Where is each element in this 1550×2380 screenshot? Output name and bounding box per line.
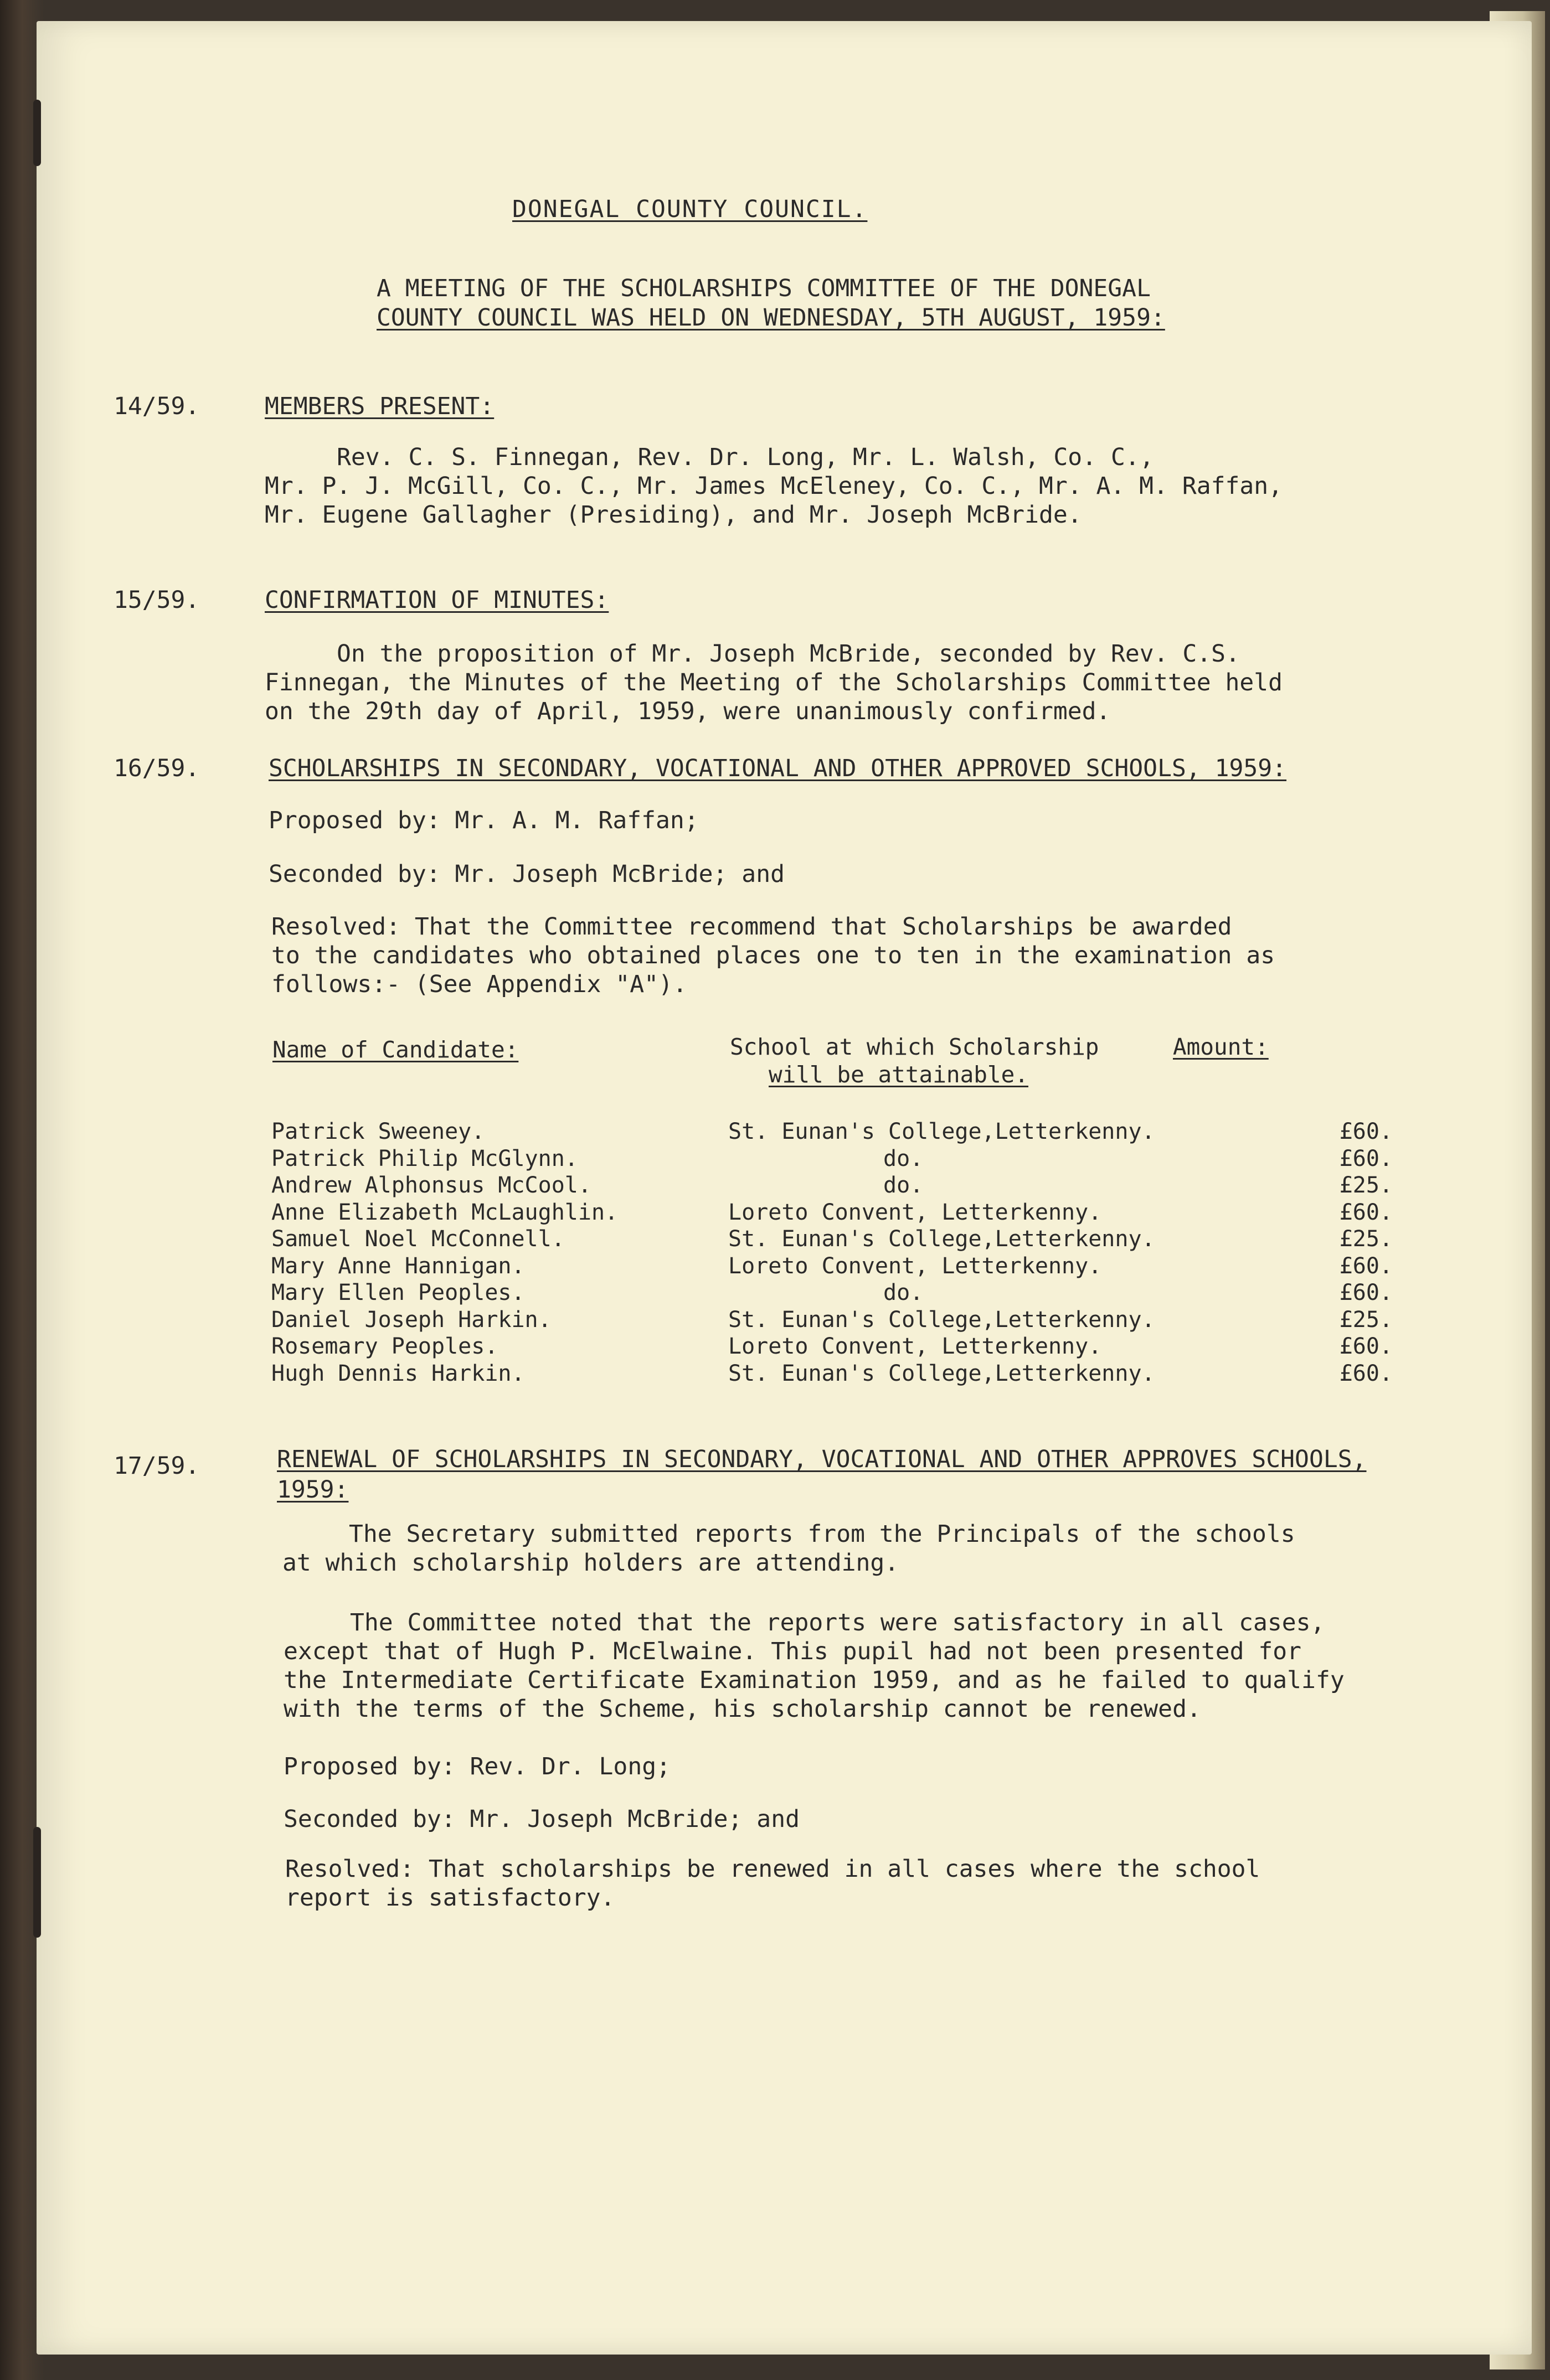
meeting-heading-line2: COUNTY COUNCIL WAS HELD ON WEDNESDAY, 5TH AUGUST, 1959:	[377, 304, 1165, 332]
candidate-amount: £60.	[1339, 1334, 1393, 1359]
secretary-paragraph	[282, 1520, 1295, 1577]
candidates-table	[271, 1118, 1393, 1387]
candidate-name: Patrick Philip McGlynn.	[271, 1145, 578, 1171]
candidate-amount: £60.	[1339, 1280, 1393, 1305]
candidate-amount: £60.	[1339, 1199, 1393, 1225]
candidate-amount: £25.	[1339, 1307, 1393, 1333]
item-number: 16/59.	[114, 755, 200, 782]
meeting-heading-line1: A MEETING OF THE SCHOLARSHIPS COMMITTEE OF THE DONEGAL	[377, 275, 1151, 302]
candidate-name: Samuel Noel McConnell.	[271, 1226, 565, 1252]
table-row	[271, 1118, 1393, 1145]
item-number: 14/59.	[114, 393, 200, 420]
candidate-school: Loreto Convent, Letterkenny.	[728, 1253, 1102, 1279]
table-header-name: Name of Candidate:	[272, 1036, 519, 1063]
minutes-paragraph	[265, 639, 1283, 726]
item-heading-line1: RENEWAL OF SCHOLARSHIPS IN SECONDARY, VOCATIONAL AND OTHER APPROVES SCHOOLS,	[277, 1445, 1367, 1473]
paragraph-line: with the terms of the Scheme, his scholarship cannot be renewed.	[284, 1695, 1201, 1723]
candidate-name: Andrew Alphonsus McCool.	[271, 1173, 591, 1198]
candidate-amount: £60.	[1339, 1145, 1393, 1171]
paragraph-line: on the 29th day of April, 1959, were unanimously confirmed.	[265, 698, 1111, 725]
item-heading: CONFIRMATION OF MINUTES:	[265, 586, 609, 614]
paragraph-line: the Intermediate Certificate Examination 1959, and as he failed to qualify	[284, 1666, 1345, 1694]
table-row	[271, 1145, 1393, 1173]
table-row	[271, 1253, 1393, 1280]
candidate-school: Loreto Convent, Letterkenny.	[728, 1199, 1102, 1225]
paragraph-line: Resolved: That scholarships be renewed in all cases where the school	[285, 1855, 1260, 1883]
table-row	[271, 1226, 1393, 1253]
paragraph-line: at which scholarship holders are attending.	[282, 1549, 899, 1577]
table-row	[271, 1360, 1393, 1387]
seconded-by: Seconded by: Mr. Joseph McBride; and	[284, 1805, 800, 1833]
candidate-school: do.	[883, 1280, 924, 1305]
proposed-by: Proposed by: Mr. A. M. Raffan;	[269, 807, 699, 834]
item-number: 17/59.	[114, 1452, 200, 1480]
table-row	[271, 1199, 1393, 1226]
candidate-amount: £60.	[1339, 1253, 1393, 1279]
proposed-by: Proposed by: Rev. Dr. Long;	[284, 1753, 671, 1780]
item-heading: SCHOLARSHIPS IN SECONDARY, VOCATIONAL AND OTHER APPROVED SCHOOLS, 1959:	[269, 755, 1287, 782]
candidate-name: Anne Elizabeth McLaughlin.	[271, 1199, 619, 1225]
paragraph-line: Finnegan, the Minutes of the Meeting of the Scholarships Committee held	[265, 669, 1283, 696]
paragraph-line: follows:- (See Appendix "A").	[271, 970, 687, 998]
paragraph-line: except that of Hugh P. McElwaine. This pupil had not been presented for	[284, 1638, 1302, 1665]
candidate-school: Loreto Convent, Letterkenny.	[728, 1334, 1102, 1359]
candidate-school: St. Eunan's College,Letterkenny.	[728, 1226, 1155, 1252]
candidate-amount: £25.	[1339, 1173, 1393, 1198]
candidate-school: do.	[883, 1145, 924, 1171]
paragraph-line: Resolved: That the Committee recommend that Scholarships be awarded	[271, 913, 1232, 941]
paragraph-line: The Committee noted that the reports were satisfactory in all cases,	[350, 1609, 1325, 1636]
table-row	[271, 1307, 1393, 1334]
paragraph-line: to the candidates who obtained places one to ten in the examination as	[271, 942, 1275, 969]
paragraph-line: On the proposition of Mr. Joseph McBride, seconded by Rev. C.S.	[337, 640, 1240, 668]
table-header-amount: Amount:	[1173, 1034, 1269, 1060]
candidate-name: Mary Ellen Peoples.	[271, 1280, 525, 1305]
candidate-amount: £60.	[1339, 1119, 1393, 1144]
candidate-name: Hugh Dennis Harkin.	[271, 1360, 525, 1386]
paragraph-line: Rev. C. S. Finnegan, Rev. Dr. Long, Mr. L. Walsh, Co. C.,	[337, 443, 1154, 471]
table-row	[271, 1172, 1393, 1199]
candidate-amount: £25.	[1339, 1226, 1393, 1252]
item-heading: MEMBERS PRESENT:	[265, 393, 495, 420]
candidate-school: St. Eunan's College,Letterkenny.	[728, 1119, 1155, 1144]
seconded-by: Seconded by: Mr. Joseph McBride; and	[269, 860, 785, 888]
resolved-paragraph	[285, 1855, 1260, 1912]
candidate-school: St. Eunan's College,Letterkenny.	[728, 1360, 1155, 1386]
candidate-amount: £60.	[1339, 1360, 1393, 1386]
candidate-name: Patrick Sweeney.	[271, 1119, 485, 1144]
binding-mark	[33, 100, 41, 166]
candidate-name: Mary Anne Hannigan.	[271, 1253, 525, 1279]
paragraph-line: The Secretary submitted reports from the Principals of the schools	[349, 1520, 1295, 1548]
candidate-name: Rosemary Peoples.	[271, 1334, 498, 1359]
table-row	[271, 1333, 1393, 1360]
table-row	[271, 1279, 1393, 1307]
committee-paragraph	[284, 1608, 1345, 1723]
candidate-school: St. Eunan's College,Letterkenny.	[728, 1307, 1155, 1333]
document-title: DONEGAL COUNTY COUNCIL.	[512, 195, 868, 223]
paragraph-line: Mr. P. J. McGill, Co. C., Mr. James McEleney, Co. C., Mr. A. M. Raffan,	[265, 472, 1283, 500]
paragraph-line: report is satisfactory.	[285, 1884, 615, 1912]
item-heading-line2: 1959:	[277, 1476, 349, 1504]
candidate-school: do.	[883, 1173, 924, 1198]
binding-mark	[33, 1827, 41, 1938]
resolved-paragraph	[271, 912, 1275, 999]
item-number: 15/59.	[114, 586, 200, 614]
table-header-school-line1: School at which Scholarship	[730, 1034, 1099, 1060]
candidate-name: Daniel Joseph Harkin.	[271, 1307, 552, 1333]
paragraph-line: Mr. Eugene Gallagher (Presiding), and Mr. Joseph McBride.	[265, 501, 1082, 529]
table-header-school-line2: will be attainable.	[769, 1061, 1028, 1088]
members-paragraph	[265, 443, 1283, 529]
